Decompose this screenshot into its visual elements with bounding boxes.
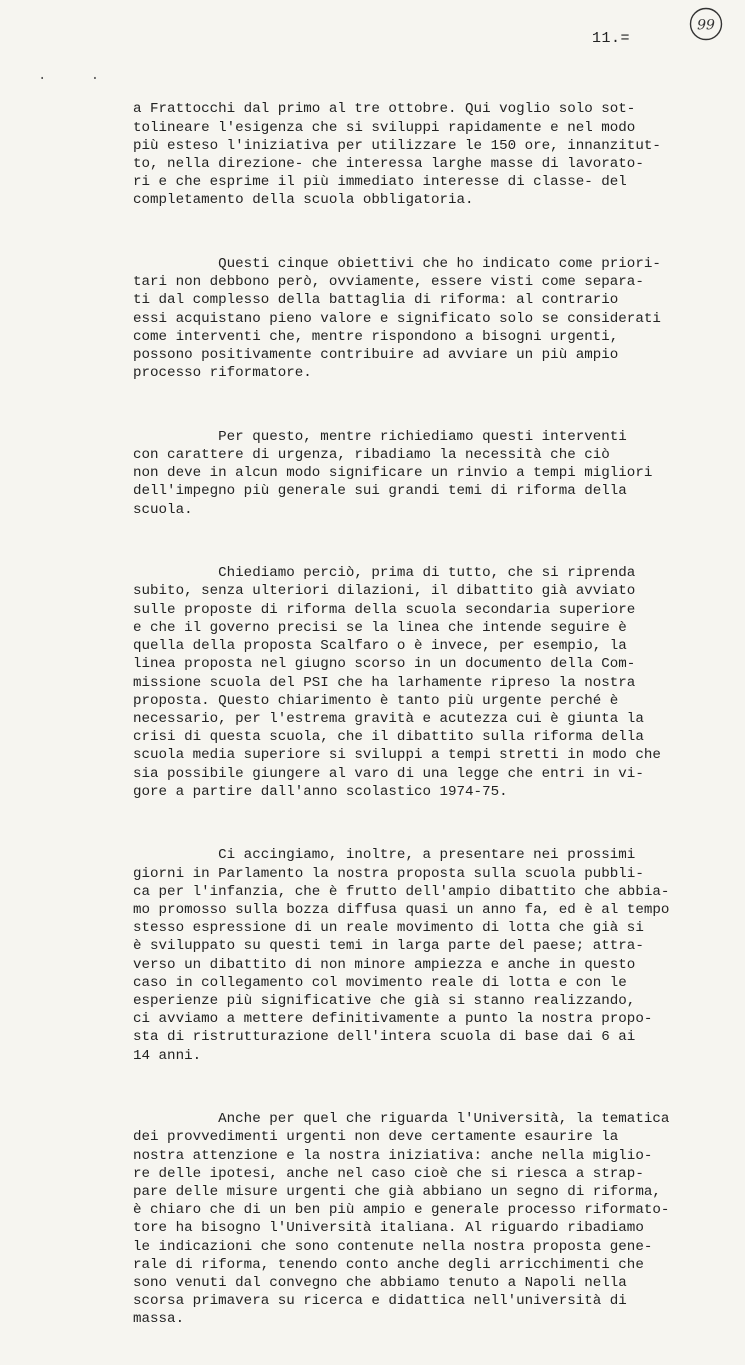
paragraph-2: Questi cinque obiettivi che ho indicato come priori- tari non debbono però, ovviamente, essere visti come separa- ti dal complesso della battaglia di riforma: al contrario essi acquistano pieno valore e significato solo se considerati come interventi che, mentre rispondono a bisogni urgenti, possono positivamente contribuire ad avviare un più ampio processo riformatore. — [133, 256, 661, 382]
archive-stamp-number: 99 — [697, 17, 715, 34]
archive-stamp-icon — [688, 6, 724, 42]
body-text — [133, 64, 693, 1365]
stray-marks: . . — [38, 68, 118, 84]
paragraph-6: Anche per quel che riguarda l'Università, la tematica dei provvedimenti urgenti non deve certamente esaurire la nostra attenzione e la nostra iniziativa: anche nella miglio- re delle ipotesi, anche nel caso cioè che si riesca a strap- pare delle misure urgenti che già abbiano un segno di riforma, è chiaro che di un ben più ampio e generale processo riformato- tore ha bisogno l'Università italiana. Al riguardo ribadiamo le indicazioni che sono contenute nella nostra proposta gene- rale di riforma, tenendo conto anche degli arricchimenti che sono venuti dal convegno che abbiamo tenuto a Napoli nella scorsa primavera su ricerca e didattica nell'università di massa. — [133, 1111, 670, 1328]
paragraph-1: a Frattocchi dal primo al tre ottobre. Qui voglio solo sot- tolineare l'esigenza che si sviluppi rapidamente e nel modo più esteso l'iniziativa per utilizzare le 150 ore, innanzitut- to, nella direzione- che interessa larghe masse di lavorato- ri e che esprime il più immediato interesse di classe- del completamento della scuola obbligatoria. — [133, 101, 661, 209]
paragraph-3: Per questo, mentre richiediamo questi interventi con carattere di urgenza, ribadiamo la necessità che ciò non deve in alcun modo significare un rinvio a tempi migliori dell'impegno più generale sui grandi temi di riforma della scuola. — [133, 428, 653, 518]
page-number: 11.= — [592, 30, 631, 47]
paragraph-5: Ci accingiamo, inoltre, a presentare nei prossimi giorni in Parlamento la nostra proposta sulla scuola pubbli- ca per l'infanzia, che è frutto dell'ampio dibattito che abbia- mo promosso sulla bozza diffusa quasi un anno fa, ed è al tempo stesso espressione di un reale movimento di lotta che già si è sviluppato su questi temi in larga parte del paese; attra- verso un dibattito di non minore ampiezza e anche in questo caso in collegamento col movimento reale di lotta e con le esperienze più significative che già si stanno realizzando, ci avviamo a mettere definitivamente a punto la nostra propo- sta di ristrutturazione dell'intera scuola di base dai 6 ai 14 anni. — [133, 847, 670, 1064]
paragraph-4: Chiediamo perciò, prima di tutto, che si riprenda subito, senza ulteriori dilazioni, il dibattito già avviato sulle proposte di riforma della scuola secondaria superiore e che il governo precisi se la linea che intende seguire è quella della proposta Scalfaro o è invece, per esempio, la linea proposta nel giugno scorso in un documento della Com- missione scuola del PSI che ha larhamente ripreso la nostra proposta. Questo chiarimento è tanto più urgente perché è necessario, per l'estrema gravità e acutezza cui è giunta la crisi di questa scuola, che il dibattito sulla riforma della scuola media superiore si sviluppi a tempi stretti in modo che sia possibile giungere al varo di una legge che entri in vi- gore a partire dall'anno scolastico 1974-75. — [133, 565, 661, 800]
